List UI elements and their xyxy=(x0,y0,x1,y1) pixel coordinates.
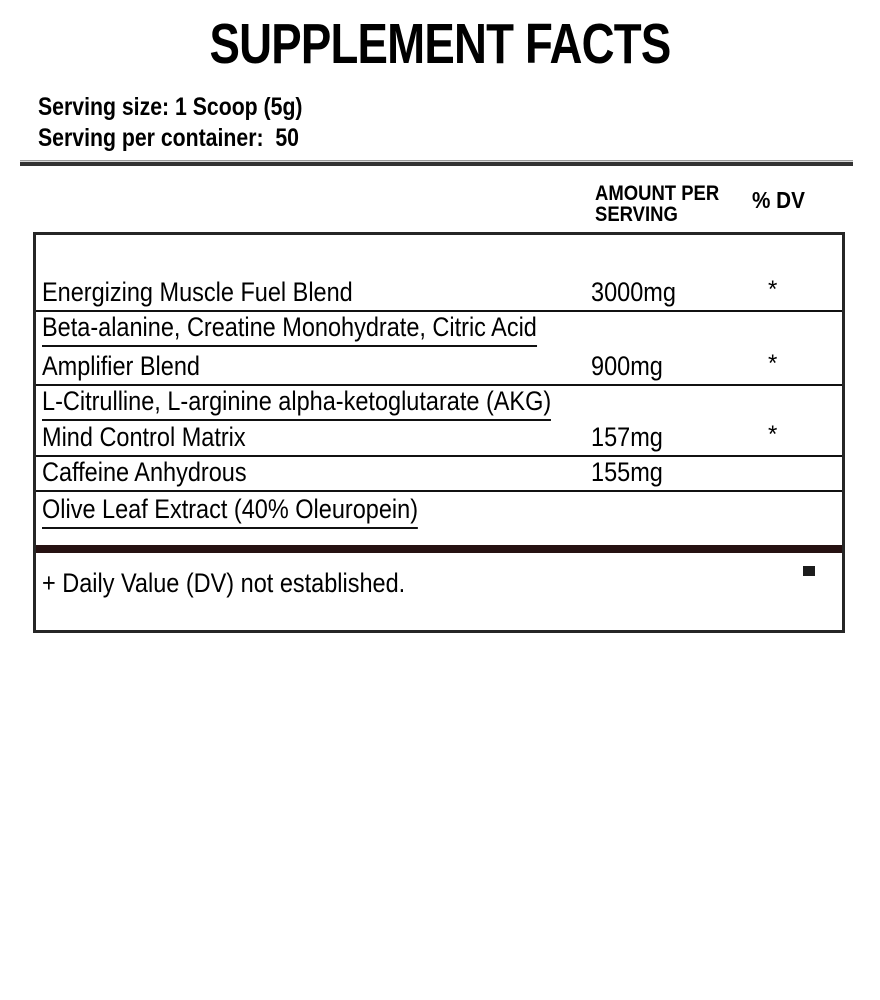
ingredient-name: Olive Leaf Extract (40% Oleuropein) xyxy=(42,494,418,529)
amount-value: 900mg xyxy=(591,350,663,381)
table-row xyxy=(36,349,842,386)
facts-table xyxy=(33,232,845,633)
ingredient-name: Beta-alanine, Creatine Monohydrate, Citric Acid xyxy=(42,312,537,347)
table-row xyxy=(36,386,842,423)
page-title: SUPPLEMENT FACTS xyxy=(209,12,671,76)
amount-value: 157mg xyxy=(591,421,663,452)
table-row xyxy=(36,457,842,492)
amount-per-serving-column-header: AMOUNT PER SERVING xyxy=(595,182,720,226)
percent-dv-column-header: % DV xyxy=(752,187,805,213)
header-divider-rule xyxy=(20,160,853,166)
table-row xyxy=(36,312,842,349)
border-notch-mark xyxy=(803,566,815,576)
ingredient-name: Mind Control Matrix xyxy=(42,421,246,452)
dv-value: * xyxy=(768,421,778,448)
dv-value: * xyxy=(768,350,778,377)
amount-value: 155mg xyxy=(591,456,663,487)
footnote-separator-bar xyxy=(36,545,842,553)
table-row xyxy=(36,235,842,312)
table-row xyxy=(36,492,842,531)
amount-value: 3000mg xyxy=(591,276,676,307)
serving-info xyxy=(38,92,349,154)
serving-size-line: Serving size: 1 Scoop (5g) xyxy=(38,93,303,121)
servings-per-container-line: Serving per container: 50 xyxy=(38,124,299,152)
daily-value-footnote: + Daily Value (DV) not established. xyxy=(42,568,406,598)
ingredient-name: L-Citrulline, L-arginine alpha-ketoglutarate (AKG) xyxy=(42,386,551,421)
table-row xyxy=(36,423,842,457)
dv-value: * xyxy=(768,276,778,303)
ingredient-name: Energizing Muscle Fuel Blend xyxy=(42,276,353,307)
ingredient-name: Caffeine Anhydrous xyxy=(42,456,247,487)
ingredient-name: Amplifier Blend xyxy=(42,350,200,381)
